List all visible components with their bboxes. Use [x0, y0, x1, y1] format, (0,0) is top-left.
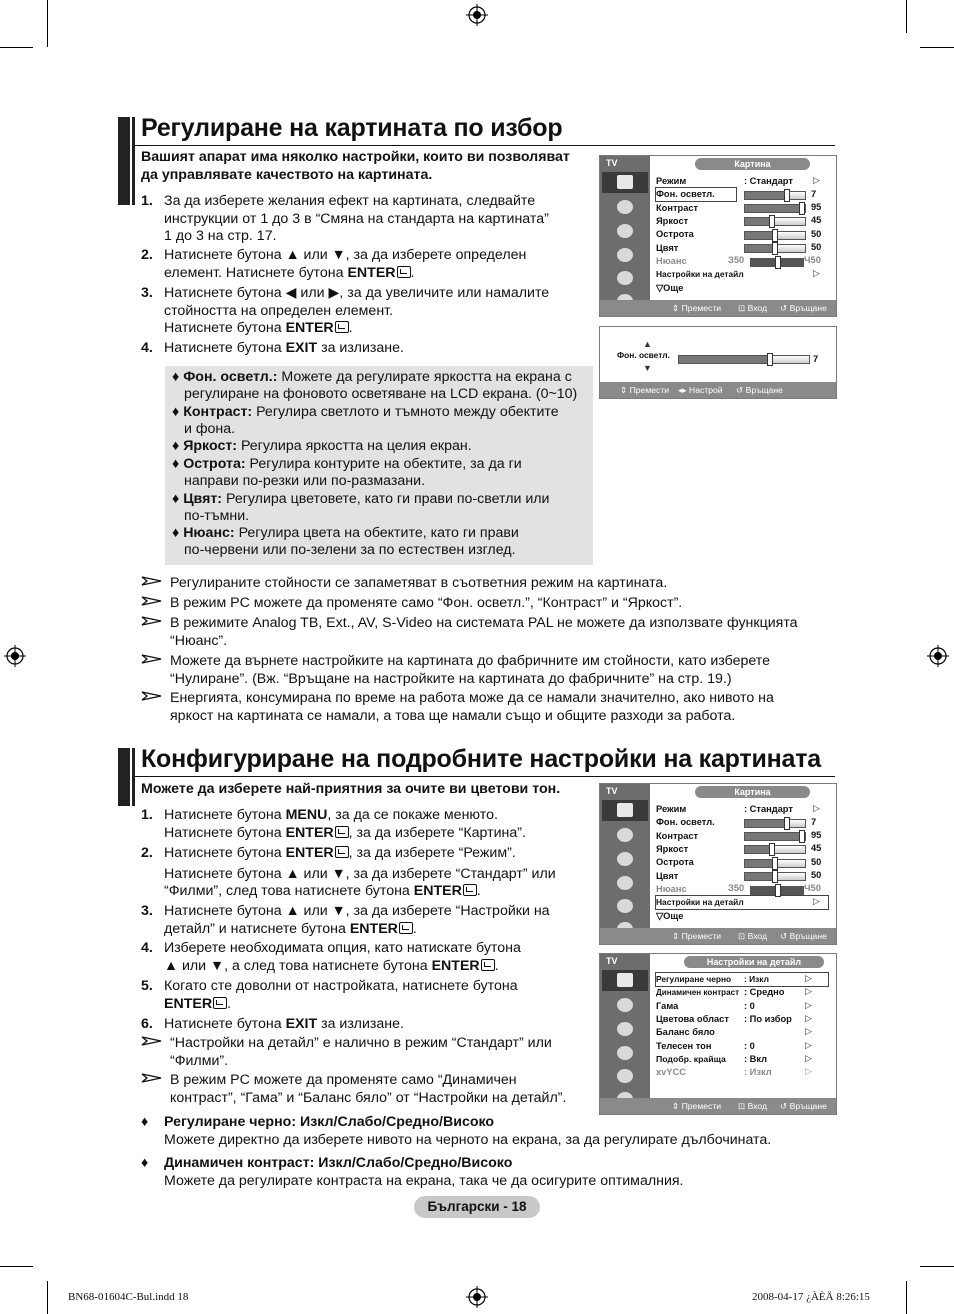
- bullet-backlight: ♦ Фон. осветл.: Можете да регулирате яркостта на екрана с: [172, 369, 572, 385]
- channel-icon: [602, 849, 648, 870]
- title-rule: [135, 145, 835, 146]
- osd-row-tint: Нюанс: [656, 884, 687, 894]
- osd-slider-bar: [744, 859, 806, 868]
- osd-row-color-space: Цветова област : По избор: [656, 1014, 792, 1024]
- registration-mark-icon: [466, 1286, 488, 1308]
- crop-mark: [920, 47, 954, 48]
- step-number: 3.: [141, 903, 153, 919]
- note-text: Енергията, консумирана по време на работа може да се намали значително, ако нивото на яркост на картината се намали, а това ще намали също и общите разходи за работа.: [170, 690, 774, 724]
- enter-icon: [335, 321, 349, 333]
- step-4-text: Натиснете бутона EXIT за излизане.: [164, 340, 404, 356]
- channel-icon: [602, 1019, 648, 1040]
- channel-icon: [602, 221, 648, 242]
- heading-bar: [132, 117, 135, 205]
- step-2-text: Натиснете бутона ▲ или ▼, за да изберете определен елемент. Натиснете бутона ENTER .: [164, 247, 527, 281]
- bullet-backlight-cont: регулиране на фоновото осветяване на LCD екрана. (0~10): [184, 386, 578, 402]
- note-text: Регулираните стойности се запаметяват в съответния режим на картината.: [170, 575, 668, 591]
- picture-icon: [602, 800, 648, 821]
- osd-row-color: Цвят: [656, 243, 679, 253]
- step-number: 5.: [141, 978, 153, 994]
- bullet-contrast-cont: и фона.: [184, 421, 236, 437]
- osd-row-mode: Режим : Стандарт: [656, 804, 793, 814]
- osd-footer: ⇕ Премести ⊡ Вход ↺ Връщане: [600, 300, 836, 316]
- step-2-text: Натиснете бутона ENTER , за да изберете “Режим”. Натиснете бутона ▲ или ▼, за да изберете “Стандарт” или “Филми”, след това натиснете бутона ENTER .: [164, 845, 556, 899]
- bullet-color-cont: по-тъмни.: [184, 508, 250, 524]
- osd-slider-bar: [744, 217, 806, 226]
- input-icon: [602, 896, 648, 917]
- crop-mark: [906, 0, 907, 33]
- osd-row-backlight: Фон. осветл.: [656, 188, 736, 201]
- osd-row-sharpness: Острота: [656, 229, 694, 239]
- crop-mark: [0, 47, 33, 48]
- osd-row-contrast: Контраст: [656, 203, 699, 213]
- step-1-text: За да изберете желания ефект на картината, следвайте инструкции от 1 до 3 в “Смяна на стандарта на картината” 1 до 3 на стр. 17.: [164, 193, 549, 244]
- note-text: “Настройки на детайл” е налично в режим “Стандарт” или “Филми”.: [170, 1035, 552, 1069]
- bullet-color: ♦ Цвят: Регулира цветовете, като ги прави по-светли или: [172, 491, 550, 507]
- note-arrow-icon: [141, 690, 163, 702]
- enter-icon: [481, 959, 495, 971]
- enter-icon: [213, 997, 227, 1009]
- bullet-dynamic-contrast: Динамичен контраст: Изкл/Слабо/Средно/Високо Можете да регулирате контраста на екрана, така че да осигурите оптималния.: [164, 1155, 684, 1189]
- osd-row-mode: Режим : Стандарт: [656, 176, 793, 186]
- step-3-text: Натиснете бутона ◀ или ▶, за да увеличите или намалите стойността на определен елемент. Натиснете бутона ENTER .: [164, 285, 550, 336]
- bullet-diamond-icon: ♦: [141, 1114, 149, 1130]
- heading-bar: [118, 117, 130, 205]
- file-info: BN68-01604C-Bul.indd 18: [68, 1291, 189, 1303]
- osd-row-tint: Нюанс: [656, 256, 687, 266]
- note-arrow-icon: [141, 615, 163, 627]
- crop-mark: [920, 1266, 954, 1267]
- osd-slider-bar: [744, 845, 806, 854]
- osd-row-flesh-tone: Телесен тон : 0: [656, 1041, 755, 1051]
- step-number: 4.: [141, 940, 153, 956]
- osd-row-sharpness: Острота: [656, 857, 694, 867]
- sound-icon: [602, 197, 648, 218]
- setup-icon: [602, 873, 648, 894]
- osd-picture-menu: TV Картина Режим : Стандарт ▷ Фон. осветл. Контраст Яркост Острота Цвят Нюанс Настройки на детайл ▷ ▽Още 7 95 45 50 50 З50 Ч50 ⇕ Премести ⊡ Вход ↺ Връщане: [599, 155, 837, 317]
- step-number: 4.: [141, 340, 153, 356]
- step-number: 1.: [141, 807, 153, 823]
- enter-icon: [335, 826, 349, 838]
- setup-icon: [602, 245, 648, 266]
- osd-slider-bar: [678, 355, 810, 364]
- title-rule: [135, 776, 835, 777]
- note-arrow-icon: [141, 1072, 163, 1084]
- osd-picture-menu-2: TV Картина Режим : Стандарт ▷ Фон. осветл. Контраст Яркост Острота Цвят Нюанс Настройки на детайл ▷ ▽Още 7 95 45 50 50 З50 Ч50 ⇕ Премести ⊡ Вход ↺ Връщане: [599, 783, 837, 945]
- heading-bar: [132, 748, 135, 806]
- picture-icon: [602, 172, 648, 193]
- osd-row-brightness: Яркост: [656, 844, 689, 854]
- osd-slider-bar: [744, 244, 806, 253]
- step-1-text: Натиснете бутона MENU, за да се покаже менюто. Натиснете бутона ENTER , за да изберете “Картина”.: [164, 807, 526, 841]
- input-icon: [602, 268, 648, 289]
- setup-icon: [602, 1043, 648, 1064]
- picture-icon: [602, 970, 648, 991]
- osd-backlight-adjust: ▲ Фон. осветл. ▼ 7 ⇕ Премести ◂▸ Настрой ↺ Връщане: [599, 326, 837, 399]
- section-title: Регулиране на картината по избор: [141, 114, 563, 142]
- bullet-sharpness: ♦ Острота: Регулира контурите на обектите, за да ги: [172, 456, 522, 472]
- crop-mark: [47, 1281, 48, 1314]
- bullet-diamond-icon: ♦: [141, 1155, 149, 1171]
- step-number: 2.: [141, 247, 153, 263]
- section-intro: Вашият апарат има няколко настройки, които ви позволяват да управлявате качеството на картината.: [141, 149, 570, 183]
- bullet-black-adjust: Регулиране черно: Изкл/Слабо/Средно/Високо Можете директно да изберете нивото на черното на екрана, за да регулирате дълбочината.: [164, 1114, 772, 1148]
- registration-mark-icon: [466, 4, 488, 26]
- note-text: В режим PC можете да променяте само “Фон. осветл.”, “Контраст” и “Яркост”.: [170, 595, 683, 611]
- osd-slider-bar: [744, 819, 806, 828]
- osd-row-white-balance: Баланс бяло: [656, 1027, 715, 1037]
- osd-slider-bar: [744, 191, 806, 200]
- bullet-tint-cont: по-червени или по-зелени за по естествен изглед.: [184, 542, 516, 558]
- osd-row-contrast: Контраст: [656, 831, 699, 841]
- osd-slider-bar: [744, 231, 806, 240]
- note-arrow-icon: [141, 595, 163, 607]
- osd-row-more: ▽Още: [656, 283, 684, 293]
- bullet-contrast: ♦ Контраст: Регулира светлото и тъмното между обектите: [172, 404, 559, 420]
- osd-slider-bar: [744, 204, 806, 213]
- bullet-brightness: ♦ Яркост: Регулира яркостта на целия екран.: [172, 438, 472, 454]
- crop-mark: [906, 1281, 907, 1314]
- step-3-text: Натиснете бутона ▲ или ▼, за да изберете “Настройки на детайл” и натиснете бутона ENTER .: [164, 903, 550, 937]
- note-text: Можете да върнете настройките на картината до фабричните им стойности, като изберете “Нулиране”. (Вж. “Връщане на настройките на картината до фабричните” на стр. 19.): [170, 653, 771, 687]
- input-icon: [602, 1066, 648, 1087]
- section-intro: Можете да изберете най-приятния за очите ви цветови тон.: [141, 781, 561, 797]
- osd-row-backlight: Фон. осветл.: [656, 817, 715, 827]
- step-6-text: Натиснете бутона EXIT за излизане.: [164, 1016, 404, 1032]
- note-text: В режимите Analog TB, Ext., AV, S-Video на системата PAL не можете да използвате функцията “Нюанс”.: [170, 615, 798, 649]
- osd-row-more: ▽Още: [656, 911, 684, 921]
- enter-icon: [399, 922, 413, 934]
- osd-row-color: Цвят: [656, 871, 679, 881]
- sound-icon: [602, 825, 648, 846]
- enter-icon: [335, 846, 349, 858]
- step-number: 1.: [141, 193, 153, 209]
- bullet-tint: ♦ Нюанс: Регулира цвета на обектите, като ги прави: [172, 525, 519, 541]
- osd-row-black-adjust: Регулиране черно : Изкл: [656, 973, 828, 986]
- step-number: 6.: [141, 1016, 153, 1032]
- osd-row-detail-settings: Настройки на детайл: [656, 896, 828, 909]
- step-number: 2.: [141, 845, 153, 861]
- section-title: Конфигуриране на подробните настройки на картината: [141, 745, 821, 773]
- osd-row-edge-enhance: Подобр. крайща : Вкл: [656, 1054, 768, 1064]
- print-timestamp: 2008-04-17 ¿ÀÈÄ 8:26:15: [752, 1291, 870, 1303]
- registration-mark-icon: [927, 645, 949, 667]
- page-number-badge: Български - 18: [414, 1196, 540, 1218]
- enter-icon: [397, 266, 411, 278]
- step-4-text: Изберете необходимата опция, като натискате бутона ▲ или ▼, а след това натиснете бутона ENTER .: [164, 940, 521, 974]
- osd-footer: ⇕ Премести ◂▸ Настрой ↺ Връщане: [600, 382, 836, 398]
- osd-slider-bar: [744, 872, 806, 881]
- step-5-text: Когато сте доволни от настройката, натиснете бутона ENTER .: [164, 978, 518, 1012]
- osd-row-dynamic-contrast: Динамичен контраст : Средно: [656, 987, 785, 997]
- sound-icon: [602, 995, 648, 1016]
- osd-row-xvycc: xvYCC : Изкл: [656, 1067, 772, 1077]
- registration-mark-icon: [4, 645, 26, 667]
- osd-adjust-label: Фон. осветл.: [617, 350, 670, 360]
- enter-icon: [463, 884, 477, 896]
- osd-row-gamma: Гама : 0: [656, 1001, 755, 1011]
- bullet-sharpness-cont: направи по-резки или по-размазани.: [184, 473, 426, 489]
- note-arrow-icon: [141, 575, 163, 587]
- osd-row-detail-settings: Настройки на детайл: [656, 269, 744, 279]
- osd-row-brightness: Яркост: [656, 216, 689, 226]
- note-text: В режим PC можете да променяте само “Динамичен контраст”, “Гама” и “Баланс бяло” от “Настройки на детайл”.: [170, 1072, 567, 1106]
- osd-footer: ⇕ Премести ⊡ Вход ↺ Връщане: [600, 1098, 836, 1114]
- osd-detail-settings: TV Настройки на детайл Регулиране черно : Изкл Динамичен контраст : Средно Гама : 0 Цветова област : По избор Баланс бяло Телесен тон : 0 Подобр. крайща : Вкл xvYCC : Изкл ▷ ▷ ▷ ▷ ▷ ▷ ▷ ▷ ⇕ Премести ⊡ Вход ↺ Връщане: [599, 953, 837, 1115]
- crop-mark: [47, 0, 48, 47]
- osd-footer: ⇕ Премести ⊡ Вход ↺ Връщане: [600, 928, 836, 944]
- crop-mark: [0, 1266, 33, 1267]
- heading-bar: [118, 748, 130, 806]
- note-arrow-icon: [141, 653, 163, 665]
- osd-slider-bar: [744, 832, 806, 841]
- step-number: 3.: [141, 285, 153, 301]
- note-arrow-icon: [141, 1035, 163, 1047]
